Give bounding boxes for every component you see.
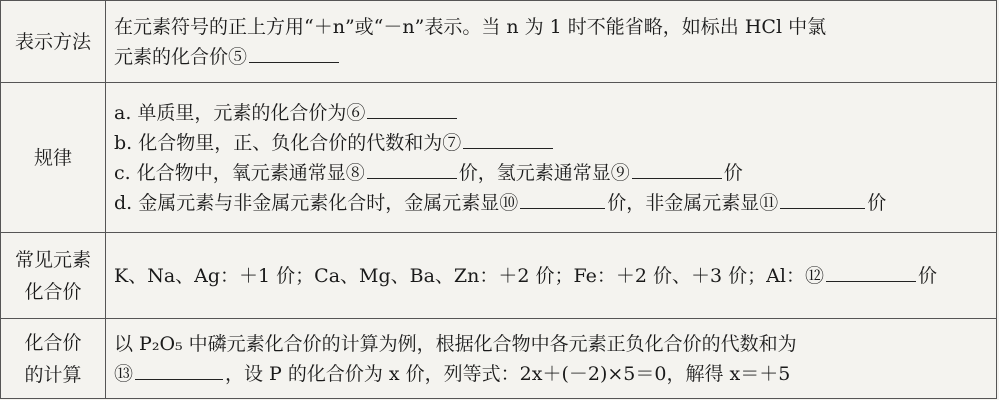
content-text: ，设 P 的化合价为 x 价，列等式：2x＋(－2)×5＝0，解得 x＝＋5 (225, 362, 791, 385)
answer-blank-10[interactable] (520, 188, 605, 209)
answer-blank-7[interactable] (463, 128, 553, 149)
row-label-expression-method (1, 1, 106, 83)
row-content-valence-calculation (106, 319, 997, 399)
content-line (114, 12, 988, 42)
answer-blank-6[interactable] (367, 98, 457, 119)
row-content-expression-method (106, 1, 997, 83)
table-row-valence-calculation (1, 319, 997, 399)
row-label-common-valences (1, 233, 106, 319)
content-text: 元素的化合价⑤ (114, 45, 248, 68)
row-label-text: 常见元素 (14, 248, 91, 271)
content-text: 价，非金属元素显⑪ (607, 191, 779, 214)
content-line (114, 158, 988, 188)
table-row-rules (1, 83, 997, 233)
content-text: 价，氢元素通常显⑨ (458, 161, 630, 184)
row-label-text: 化合价 (24, 280, 82, 303)
answer-blank-12[interactable] (826, 261, 916, 282)
row-label-text: 规律 (33, 146, 72, 169)
row-label-text: 表示方法 (14, 30, 91, 53)
content-text: 价 (867, 191, 887, 214)
content-line (114, 98, 988, 128)
content-line (114, 42, 988, 72)
row-label-rules (1, 83, 106, 233)
answer-blank-13[interactable] (135, 359, 223, 380)
content-text: 价 (917, 264, 937, 287)
content-text: ⑬ (114, 362, 134, 385)
row-label-text: 化合价 (24, 331, 82, 354)
content-text: d. 金属元素与非金属元素化合时，金属元素显⑩ (114, 191, 519, 214)
content-text: 价 (723, 161, 743, 184)
table-row-expression-method (1, 1, 997, 83)
content-line (114, 359, 988, 389)
row-content-rules (106, 83, 997, 233)
content-text: 以 P₂O₅ 中磷元素化合价的计算为例，根据化合物中各元素正负化合价的代数和为 (114, 332, 797, 355)
answer-blank-5[interactable] (249, 42, 339, 63)
answer-blank-11[interactable] (780, 188, 865, 209)
content-text: a. 单质里，元素的化合价为⑥ (114, 101, 366, 124)
content-text: b. 化合物里，正、负化合价的代数和为⑦ (114, 131, 462, 154)
table-row-common-valences (1, 233, 997, 319)
content-line (114, 128, 988, 158)
answer-blank-9[interactable] (632, 158, 722, 179)
content-text: 在元素符号的正上方用“＋n”或“－n”表示。当 n 为 1 时不能省略，如标出 HCl 中氯 (114, 15, 827, 38)
row-label-text: 的计算 (24, 363, 82, 386)
row-content-common-valences (106, 233, 997, 319)
content-line (114, 261, 988, 291)
content-line (114, 329, 988, 359)
content-text: c. 化合物中，氧元素通常显⑧ (114, 161, 365, 184)
row-label-valence-calculation (1, 319, 106, 399)
content-text: K、Na、Ag：＋1 价；Ca、Mg、Ba、Zn：＋2 价；Fe：＋2 价、＋3 价；Al：⑫ (114, 264, 824, 287)
answer-blank-8[interactable] (367, 158, 457, 179)
content-line (114, 188, 988, 218)
